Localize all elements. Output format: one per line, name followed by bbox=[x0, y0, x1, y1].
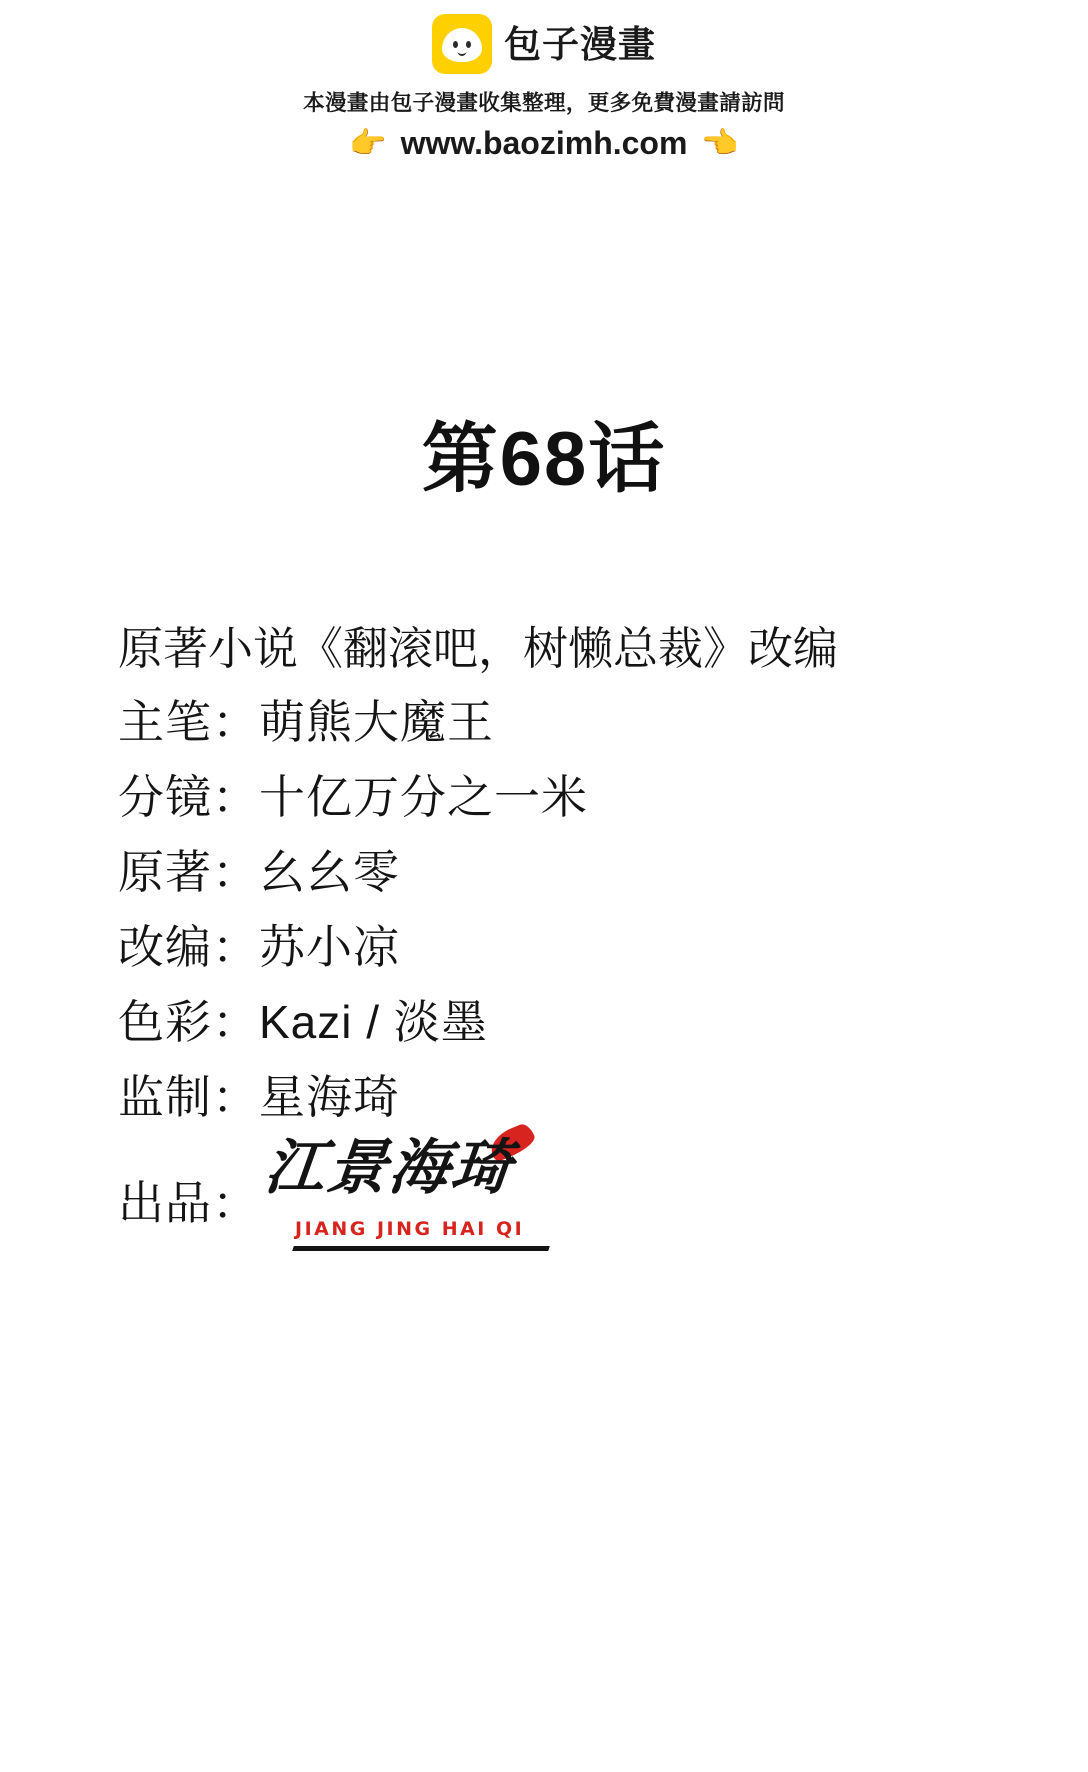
pointing-hand-left-icon: 👈 bbox=[701, 126, 739, 160]
bun-eye-right bbox=[466, 41, 471, 48]
credit-value: 萌熊大魔王 bbox=[259, 696, 494, 749]
credit-source-line: 原著小说《翻滚吧，树懒总裁》改编 bbox=[118, 623, 839, 674]
credit-label: 色彩： bbox=[118, 996, 259, 1049]
brand-row bbox=[0, 14, 1088, 74]
steamed-bun-icon bbox=[432, 14, 492, 74]
credit-value: 苏小凉 bbox=[259, 921, 400, 974]
credit-row bbox=[118, 1060, 1018, 1135]
site-watermark-header bbox=[0, 0, 1088, 162]
studio-name-cn: 江景海琦 bbox=[261, 1133, 517, 1204]
credit-row-producer bbox=[118, 1135, 1018, 1241]
watermark-url-row bbox=[0, 125, 1088, 162]
credit-value: Kazi / 淡墨 bbox=[259, 996, 488, 1049]
studio-name-en: JIANG JING HAI QI bbox=[295, 1218, 525, 1241]
chapter-title: 第68话 bbox=[421, 417, 667, 502]
bun-body-shape bbox=[442, 28, 482, 62]
credit-row bbox=[118, 985, 1018, 1060]
watermark-notice: 本漫畫由包子漫畫收集整理，更多免費漫畫請訪問 bbox=[303, 91, 785, 115]
credit-label: 监制： bbox=[118, 1071, 259, 1124]
credit-label: 出品： bbox=[118, 1177, 259, 1230]
bun-mouth bbox=[458, 49, 467, 56]
pointing-hand-right-icon: 👉 bbox=[349, 126, 387, 160]
credit-label: 主笔： bbox=[118, 696, 259, 749]
credit-value: 星海琦 bbox=[259, 1071, 400, 1124]
bun-eye-left bbox=[453, 41, 458, 48]
credits-block bbox=[118, 612, 1018, 1241]
credit-row bbox=[118, 685, 1018, 760]
studio-underline bbox=[292, 1246, 550, 1251]
credit-label: 原著： bbox=[118, 846, 259, 899]
credit-value: 幺幺零 bbox=[259, 846, 400, 899]
watermark-url[interactable]: www.baozimh.com bbox=[400, 125, 688, 161]
credit-row bbox=[118, 835, 1018, 910]
credit-row bbox=[118, 910, 1018, 985]
credit-row bbox=[118, 760, 1018, 835]
brand-name: 包子漫畫 bbox=[504, 23, 656, 65]
credit-label: 改编： bbox=[118, 921, 259, 974]
credit-value: 十亿万分之一米 bbox=[259, 771, 588, 824]
studio-logo bbox=[261, 1133, 551, 1247]
credit-label: 分镜： bbox=[118, 771, 259, 824]
